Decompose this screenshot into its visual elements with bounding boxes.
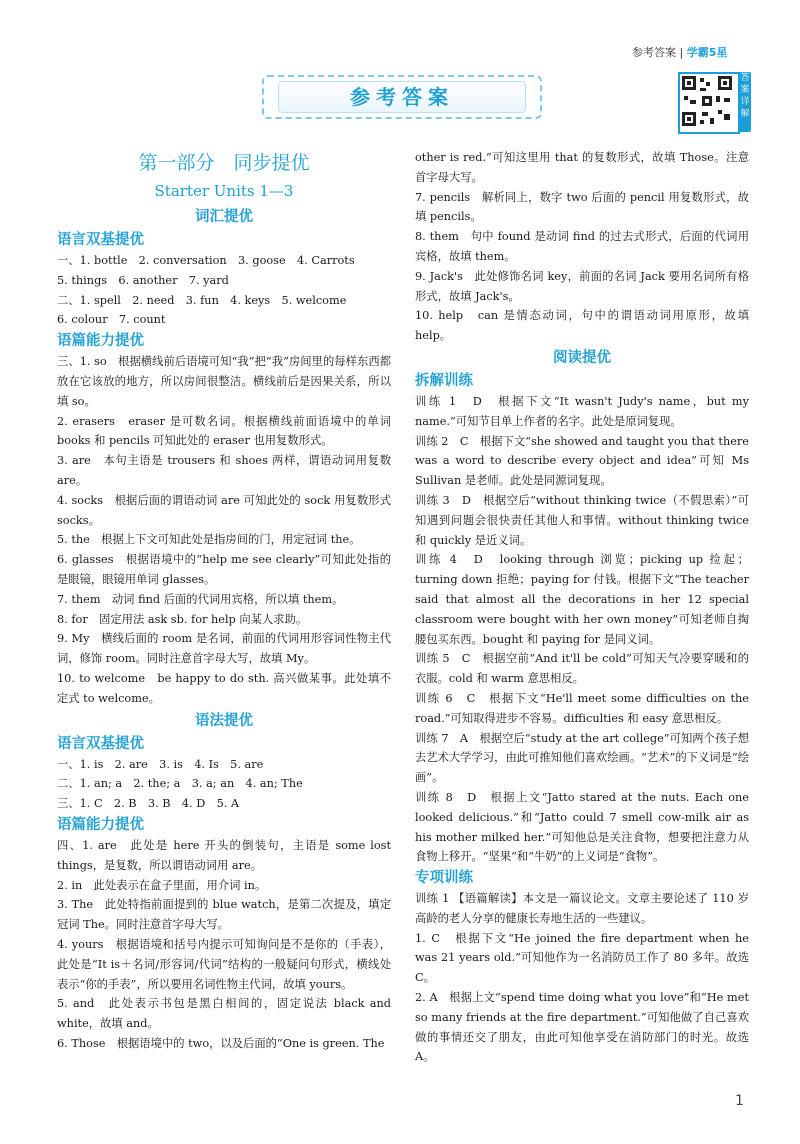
answer-item: 训练 7 A 根据空后“study at the art college”可知两个孩子想去艺术大学学习，由此可推知他们喜欢绘画。“艺术”的下义词是“绘画”。 [415,731,749,785]
answer-item: 训练 4 D looking through 浏览；picking up 捡起；turning down 拒绝；paying for 付钱。根据下文“The teacher said that almost all the decorations in her 12 special classroom were bought with her own money”可知老师自掏腰包买东西。bought 和 paying for 是同义词。 [415,553,749,646]
answer-item: 训练 6 C 根据下文“He'll meet some difficulties on the road.”可知取得进步不容易。difficulties 和 easy 意思相反。 [415,691,749,725]
special-training-title: 专项训练 [415,870,473,887]
answer-line: 6. colour 7. count [57,313,166,327]
answer-line: 二、1. spell 2. need 3. fun 4. keys 5. welcome [57,293,347,307]
answer-item: 1. C 根据下文“He joined the fire department when he was 21 years old.”可知他作为一名消防员工作了 80 多年。故选 C。 [415,931,749,985]
answer-item: 5. the 根据上下文可知此处是指房间的门，用定冠词 the。 [57,533,361,547]
answer-item: 训练 8 D 根据上文“Jatto stared at the nuts. Each one looked delicious.”和“Jatto could 7 smell cow-milk air as his mother milked her.”可知他总是关注食物，想要把注意力从食物上移开。“坚果”和“牛奶”的上义词是“食物”。 [415,790,749,864]
vocab-ability-title: 语篇能力提优 [57,333,144,350]
header-label [632,44,727,60]
answer-item: 三、1. so 根据横线前后语境可知“我”把“我”房间里的每样东西都放在它该放的地方，所以房间很整洁。横线前后是因果关系，所以填 so。 [57,355,391,408]
vocab-basic-title: 语言双基提优 [57,232,144,248]
page-number: 1 [735,1093,744,1109]
answer-item: 9. Jack's 此处修饰名词 key，前面的名词 Jack 要用名词所有格形式，故填 Jack's。 [415,269,749,303]
answer-item: 训练 1 D 根据下文“It wasn't Judy's name，but my name.”可知节目单上作者的名字。此处是原词复现。 [415,394,749,428]
answer-item: 3. The 此处特指前面提到的 blue watch，是第二次提及，填定冠词 The。同时注意首字母大写。 [57,898,391,932]
answer-line: 一、1. is 2. are 3. is 4. Is 5. are [57,757,264,771]
answer-item: 9. My 横线后面的 room 是名词，前面的代词用形容词性物主代词，修饰 room。同时注意首字母大写，故填 My。 [57,632,391,666]
answer-item: 10. to welcome be happy to do sth. 高兴做某事。此处填不定式 to welcome。 [57,671,391,705]
answer-item: 训练 5 C 根据空前“And it'll be cold”可知天气冷要穿暖和的衣服。cold 和 warm 意思相反。 [415,652,749,686]
part-title: 第一部分 同步提优 [138,152,310,174]
answer-line: 5. things 6. another 7. yard [57,273,229,287]
answer-line: 二、1. an; a 2. the; a 3. a; an 4. an; The [57,777,303,791]
unit-title: Starter Units 1—3 [154,182,294,200]
answer-line: 一、1. bottle 2. conversation 3. goose 4. Carrots [57,254,355,267]
grammar-ability-title: 语篇能力提优 [57,816,144,833]
qr-code-icon [680,74,734,128]
answer-item: 8. for 固定用法 ask sb. for help 向某人求助。 [57,612,308,626]
answer-item: 7. pencils 解析同上，数字 two 后面的 pencil 用复数形式，故填 pencils。 [415,190,749,224]
answer-item: 4. yours 根据语境和括号内提示可知询问是不是你的（手表），此处是“It is＋名词/形容词/代词”结构的一般疑问句形式，横线处表示“你的手表”，所以要用名词性物主代词，故填 yours。 [57,937,391,991]
answer-item: 10. help can 是情态动词，句中的谓语动词用原形，故填 help。 [415,309,749,343]
answer-item: 8. them 句中 found 是动词 find 的过去式形式，后面的代词用宾格，故填 them。 [415,230,749,263]
header-separator: | [679,46,684,59]
reading-section-title: 阅读提优 [553,349,611,366]
header-title: 参考答案 [632,46,676,59]
answer-item: 5. and 此处表示书包是黑白相间的，固定说法 black and white，故填 and。 [57,997,391,1031]
answer-item: 2. erasers eraser 是可数名词。根据横线前面语境中的单词 books 和 pencils 可知此处的 eraser 也用复数形式。 [57,414,391,448]
vocab-section-title: 词汇提优 [195,209,253,225]
answer-item: 3. are 本句主语是 trousers 和 shoes 两样，谓语动词用复数 are。 [57,454,391,487]
grammar-basic-title: 语言双基提优 [57,735,144,752]
answer-line: 三、1. C 2. B 3. B 4. D 5. A [57,797,240,811]
brand-name: 学霸5星 [686,46,728,59]
answer-item: 2. A 根据上文“spend time doing what you love”和“He met so many friends at the fire department.”可知他做了自己喜欢做的事情还交了朋友，由此可知他享受在消防部门的时光。故选 A。 [415,991,749,1064]
qr-code[interactable] [678,72,740,134]
answer-item: 6. glasses 根据语境中的“help me see clearly”可知此处指的是眼镜，眼镜用单词 glasses。 [57,553,391,586]
answer-item: 训练 2 C 根据下文“she showed and taught you that there was a word to describe every object and idea”可知 Ms Sullivan 是老师。此处是同源词复现。 [415,434,749,488]
qr-caption: 答案详解 [739,72,751,132]
left-column [57,148,391,1054]
answer-item: 训练 3 D 根据空后“without thinking twice（不假思索）”可知遇到问题会很快责任其他人和事情。without thinking twice 和 quickly 是近义词。 [415,493,749,547]
answer-item: 四、1. are 此处是 here 开头的倒装句，主语是 some lost things，是复数，所以谓语动词用 are。 [57,838,391,872]
answer-item: 4. socks 根据后面的谓语动词 are 可知此处的 sock 用复数形式 socks。 [57,493,391,527]
answer-item: other is red.”可知这里用 that 的复数形式，故填 Those。注意首字母大写。 [415,151,749,184]
answer-item: 2. in 此处表示在盒子里面，用介词 in。 [57,878,267,892]
answer-item: 7. them 动词 find 后面的代词用宾格，所以填 them。 [57,592,344,606]
banner-title: 参考答案 [278,81,526,113]
answer-item: 训练 1 【语篇解读】本文是一篇议论文。文章主要论述了 110 岁高龄的老人分享的健康长寿地生活的一些建议。 [415,892,749,925]
answer-banner [262,75,542,119]
right-column [415,148,749,1067]
answer-item: 6. Those 根据语境中的 two，以及后面的“One is green. The [57,1036,385,1050]
split-training-title: 拆解训练 [415,372,473,389]
grammar-section-title: 语法提优 [195,712,253,729]
